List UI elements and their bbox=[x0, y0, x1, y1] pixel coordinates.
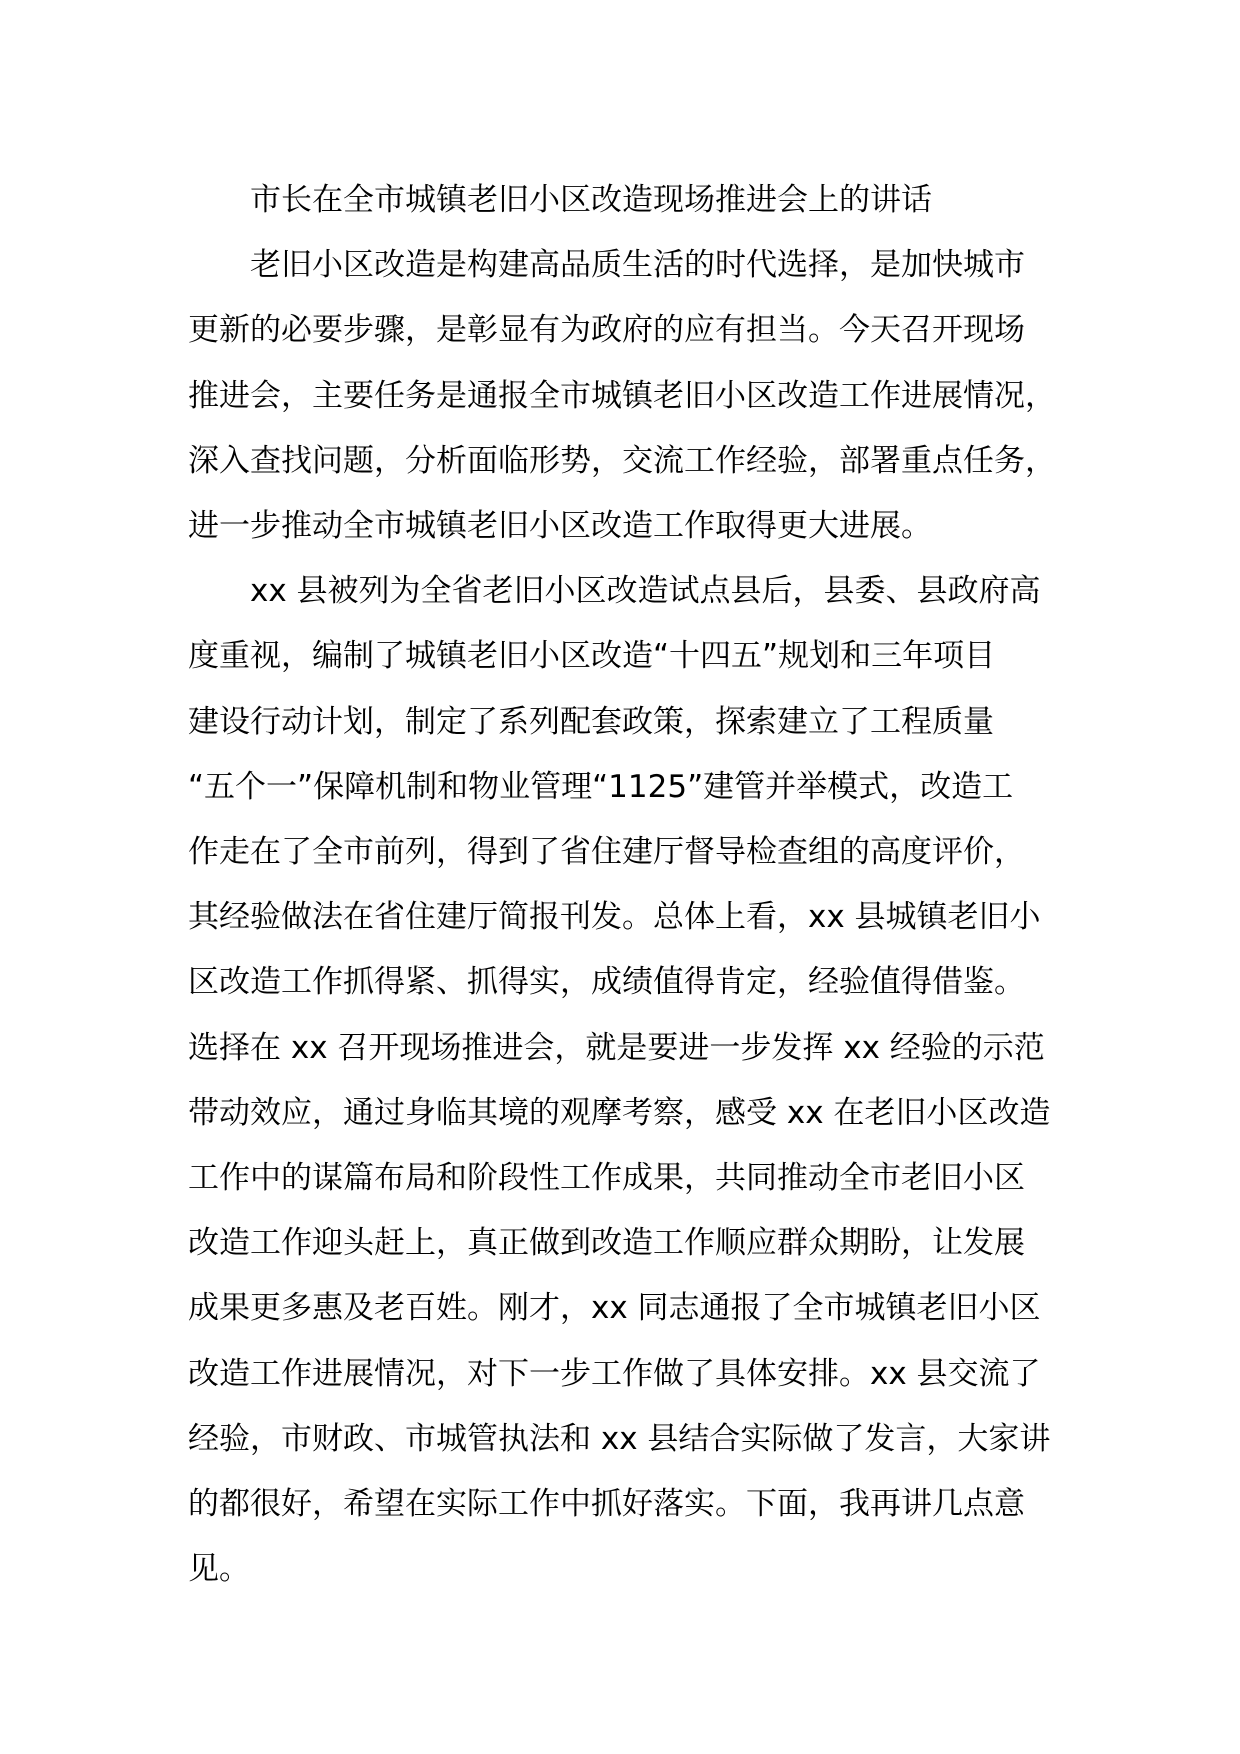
paragraph-intro bbox=[188, 233, 1068, 559]
text-line: “五个一”保障机制和物业管理“1125”建管并举模式，改造工 bbox=[188, 768, 1014, 805]
text-line: 推进会，主要任务是通报全市城镇老旧小区改造工作进展情况， bbox=[188, 377, 1056, 414]
text-line: 改造工作进展情况，对下一步工作做了具体安排。xx 县交流了 bbox=[188, 1355, 1041, 1392]
text-line: 选择在 xx 召开现场推进会，就是要进一步发挥 xx 经验的示范 bbox=[188, 1029, 1045, 1066]
text-line: 其经验做法在省住建厅简报刊发。总体上看，xx 县城镇老旧小 bbox=[188, 899, 1041, 936]
text-line: 改造工作迎头赶上，真正做到改造工作顺应群众期盼，让发展 bbox=[188, 1225, 1025, 1262]
text-line: 成果更多惠及老百姓。刚才，xx 同志通报了全市城镇老旧小区 bbox=[188, 1290, 1041, 1327]
text-line: 见。 bbox=[188, 1551, 250, 1588]
text-line: 进一步推动全市城镇老旧小区改造工作取得更大进展。 bbox=[188, 508, 932, 545]
text-line: 作走在了全市前列，得到了省住建厅督导检查组的高度评价， bbox=[188, 834, 1025, 871]
document-body bbox=[188, 168, 1068, 1602]
text-line: 度重视，编制了城镇老旧小区改造“十四五”规划和三年项目 bbox=[188, 638, 996, 675]
text-line: xx 县被列为全省老旧小区改造试点县后，县委、县政府高 bbox=[250, 573, 1041, 610]
text-line: 带动效应，通过身临其境的观摩考察，感受 xx 在老旧小区改造 bbox=[188, 1094, 1051, 1131]
text-line: 建设行动计划，制定了系列配套政策，探索建立了工程质量 bbox=[188, 703, 994, 740]
text-line: 的都很好，希望在实际工作中抓好落实。下面，我再讲几点意 bbox=[188, 1486, 1025, 1523]
paragraph-county-experience bbox=[188, 559, 1068, 1602]
text-line: 经验，市财政、市城管执法和 xx 县结合实际做了发言，大家讲 bbox=[188, 1420, 1051, 1457]
document-title: 市长在全市城镇老旧小区改造现场推进会上的讲话 bbox=[250, 182, 932, 218]
text-line: 老旧小区改造是构建高品质生活的时代选择，是加快城市 bbox=[250, 247, 1025, 284]
text-line: 更新的必要步骤，是彰显有为政府的应有担当。今天召开现场 bbox=[188, 312, 1025, 349]
text-line: 工作中的谋篇布局和阶段性工作成果，共同推动全市老旧小区 bbox=[188, 1160, 1025, 1197]
text-line: 深入查找问题，分析面临形势，交流工作经验，部署重点任务， bbox=[188, 442, 1056, 479]
text-line: 区改造工作抓得紧、抓得实，成绩值得肯定，经验值得借鉴。 bbox=[188, 964, 1025, 1001]
